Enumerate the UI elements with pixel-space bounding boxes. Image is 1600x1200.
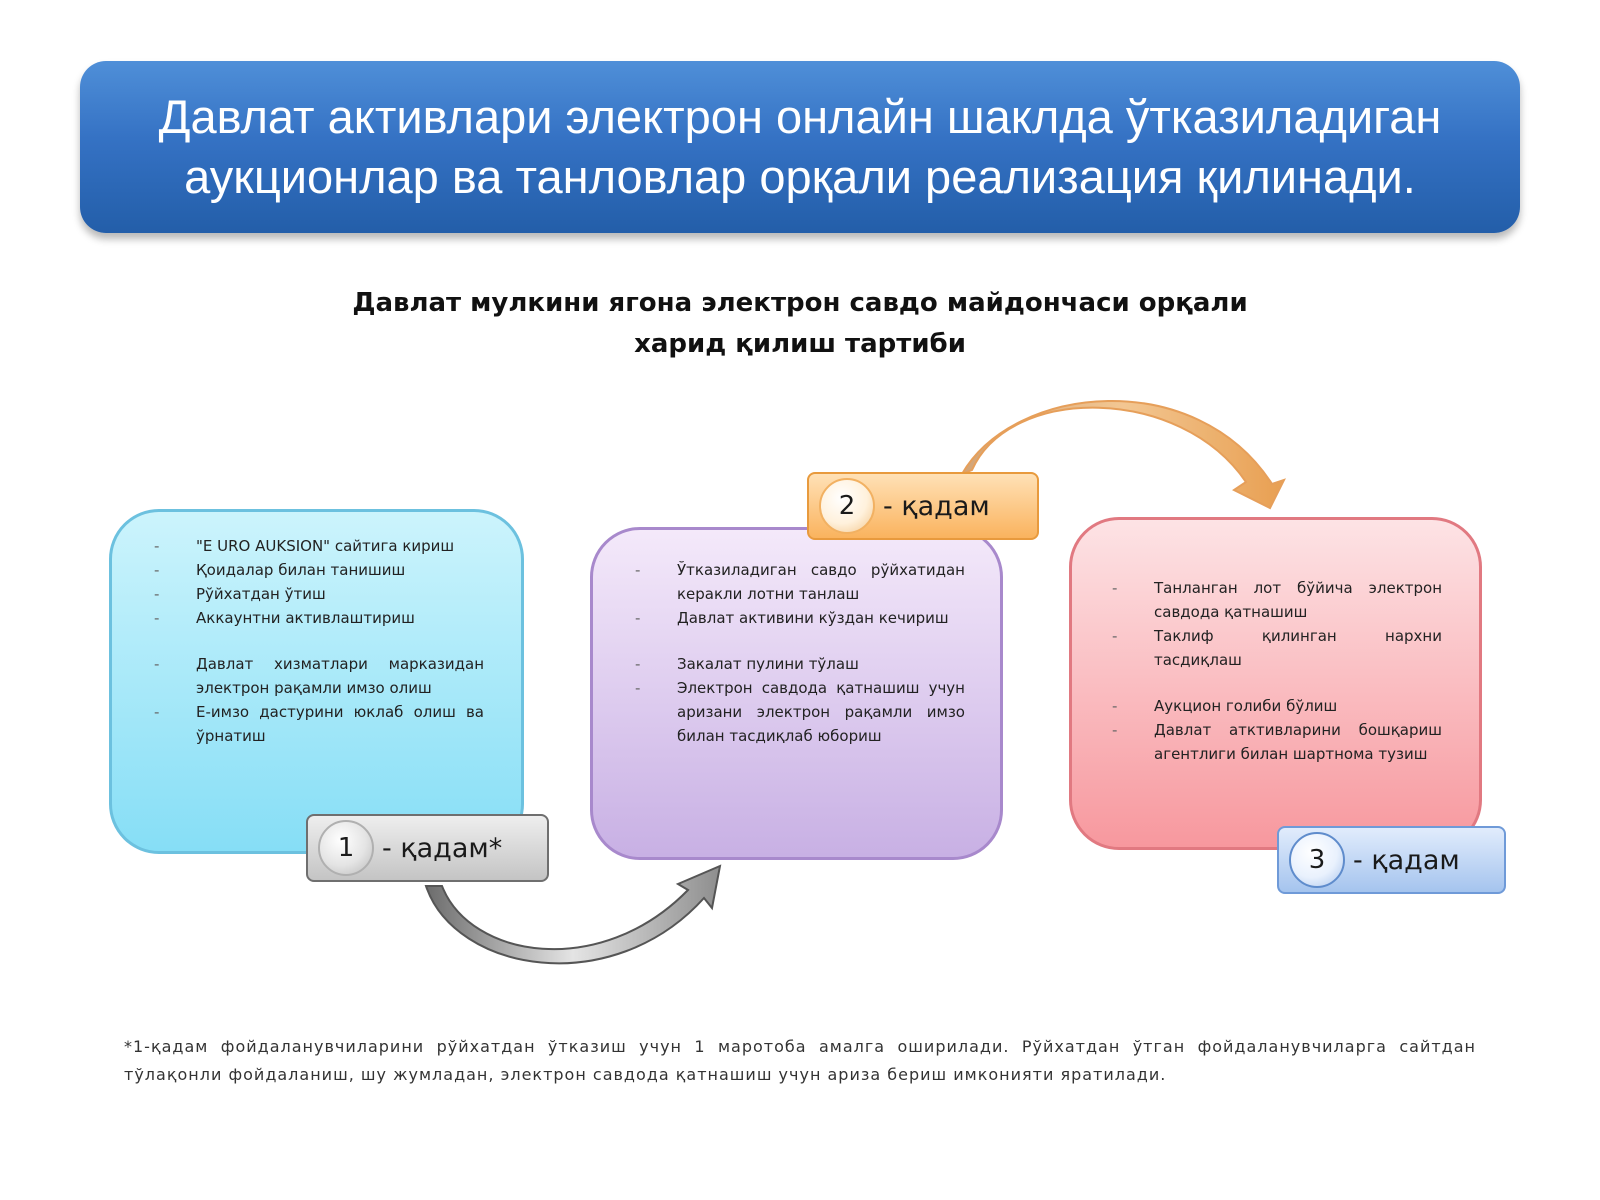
step-1-item: - Аккаунтни активлаштириш [154,606,484,630]
step-1-label-text: - қадам* [382,832,503,864]
step-1-item: - E-имзо дастурини юклаб олиш ва ўрнатиш [154,700,484,748]
diagram-title-line-1: Давлат мулкини ягона электрон савдо майдончаси орқали [352,288,1248,318]
step-2-item: - Закалат пулини тўлаш [635,652,965,676]
step-1-item: - Давлат хизматлари марказидан электрон рақамли имзо олиш [154,652,484,700]
step-1-box [109,509,524,854]
step-3-label [1277,826,1506,894]
step-1-item: - Қоидалар билан танишиш [154,558,484,582]
step-2-item: - Давлат активини кўздан кечириш [635,606,965,630]
step-3-item: - Аукцион голиби бўлиш [1112,694,1442,718]
step-3-number: 3 [1289,832,1345,888]
step-1-label [306,814,549,882]
step-1-number: 1 [318,820,374,876]
step-2-label [807,472,1039,540]
header-title: Давлат активлари электрон онлайн шаклда ўтказиладиган аукционлар ва танловлар орқали реализация қилинади. [158,90,1442,203]
step-2-item: - Ўтказиладиган савдо рўйхатидан керакли лотни танлаш [635,558,965,606]
diagram-title-line-2: харид қилиш тартиби [634,329,966,359]
step-3-label-text: - қадам [1353,844,1460,876]
step-2-box [590,527,1003,860]
step-3-item: - Танланган лот бўйича электрон савдода қатнашиш [1112,576,1442,624]
step-1-item: - "E URO AUKSION" сайтига кириш [154,534,484,558]
step-2-label-text: - қадам [883,490,990,522]
step-2-number: 2 [819,478,875,534]
step-3-list [1112,576,1442,766]
step-3-item: - Давлат атктивларини бошқариш агентлиги билан шартнома тузиш [1112,718,1442,766]
step-1-item: - Рўйхатдан ўтиш [154,582,484,606]
step-1-list [154,534,484,748]
step-3-item: - Таклиф қилинган нархни тасдиқлаш [1112,624,1442,672]
footnote: *1-қадам фойдаланувчиларини рўйхатдан ўтказиш учун 1 маротоба амалга оширилади. Рўйхатдан ўтган фойдаланувчиларга сайтдан тўлақонли фойдаланиш, шу жумладан, электрон савдода қатнашиш учун ариза бериш имконияти яратилади. [124,1037,1476,1084]
step-3-box [1069,517,1482,850]
step-2-list [635,558,965,748]
step-2-item: - Электрон савдода қатнашиш учун аризани электрон рақамли имзо билан тасдиқлаб юбориш [635,676,965,748]
